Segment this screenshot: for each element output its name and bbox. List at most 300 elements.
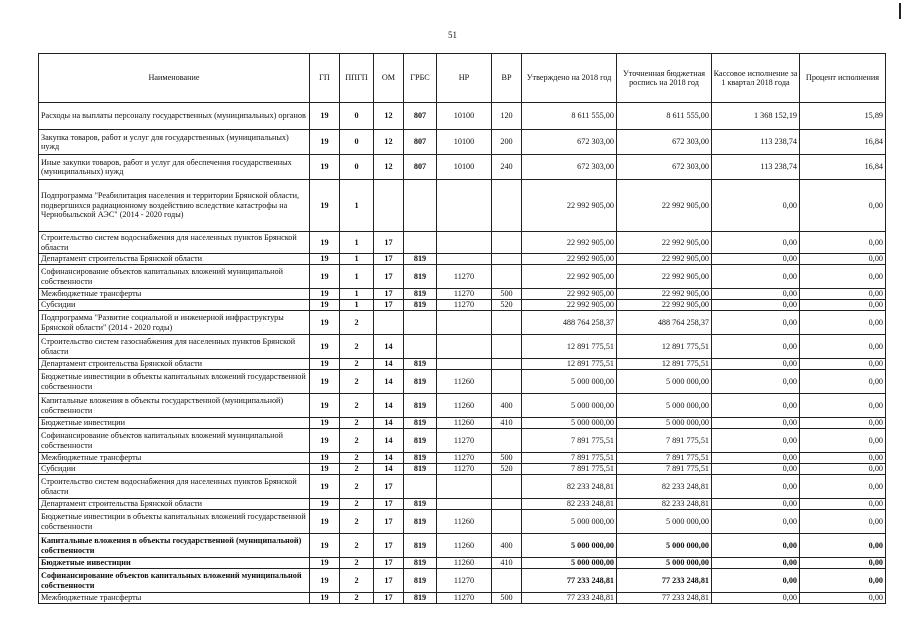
cell-approved: 8 611 555,00 [522, 103, 617, 130]
cell-ppgp: 2 [340, 558, 374, 569]
cell-vr: 400 [492, 394, 522, 418]
cell-approved: 5 000 000,00 [522, 510, 617, 534]
table-row [39, 254, 886, 265]
cell-percent: 0,00 [800, 593, 886, 604]
cell-updated: 672 303,00 [617, 130, 712, 155]
cell-grbs: 819 [404, 558, 437, 569]
cell-grbs: 819 [404, 453, 437, 464]
table-row [39, 232, 886, 254]
cell-om: 14 [374, 418, 404, 429]
page-number: 51 [448, 30, 457, 40]
cell-approved: 488 764 258,37 [522, 311, 617, 335]
cell-updated: 5 000 000,00 [617, 394, 712, 418]
cell-grbs: 819 [404, 593, 437, 604]
cell-om [374, 180, 404, 232]
cell-ppgp: 1 [340, 300, 374, 311]
cell-approved: 672 303,00 [522, 155, 617, 180]
cell-nr [437, 232, 492, 254]
cell-approved: 12 891 775,51 [522, 335, 617, 359]
cell-percent: 0,00 [800, 180, 886, 232]
cell-vr [492, 569, 522, 593]
cell-approved: 672 303,00 [522, 130, 617, 155]
cell-vr [492, 232, 522, 254]
col-header-nr: НР [437, 54, 492, 103]
cell-name: Подпрограмма "Реабилитация населения и территории Брянской области, подвергшихся радиационному воздействию вследствие катастрофы на Чернобыльской АЭС" (2014 - 2020 годы) [39, 180, 310, 232]
cell-gp: 19 [310, 475, 340, 499]
table-row [39, 359, 886, 370]
cell-name: Софинансирование объектов капитальных вложений муниципальной собственности [39, 569, 310, 593]
cell-nr: 11270 [437, 569, 492, 593]
cell-name: Строительство систем газоснабжения для населенных пунктов Брянской области [39, 335, 310, 359]
cell-cash: 0,00 [712, 359, 800, 370]
cell-name: Межбюджетные трансферты [39, 453, 310, 464]
cell-gp: 19 [310, 418, 340, 429]
cell-approved: 7 891 775,51 [522, 464, 617, 475]
cell-vr: 500 [492, 453, 522, 464]
cell-gp: 19 [310, 453, 340, 464]
cell-cash: 113 238,74 [712, 130, 800, 155]
cell-gp: 19 [310, 289, 340, 300]
cell-percent: 0,00 [800, 232, 886, 254]
cell-percent: 0,00 [800, 394, 886, 418]
col-header-cash: Кассовое исполнение за 1 квартал 2018 года [712, 54, 800, 103]
cell-ppgp: 2 [340, 510, 374, 534]
cell-om [374, 311, 404, 335]
scan-edge-mark [899, 3, 901, 19]
table-row [39, 418, 886, 429]
cell-cash: 0,00 [712, 300, 800, 311]
cell-percent: 0,00 [800, 558, 886, 569]
cell-gp: 19 [310, 510, 340, 534]
cell-grbs: 819 [404, 429, 437, 453]
cell-ppgp: 2 [340, 569, 374, 593]
cell-om: 17 [374, 232, 404, 254]
cell-om: 17 [374, 289, 404, 300]
cell-vr: 520 [492, 300, 522, 311]
cell-om: 17 [374, 475, 404, 499]
cell-approved: 22 992 905,00 [522, 180, 617, 232]
cell-gp: 19 [310, 130, 340, 155]
cell-name: Департамент строительства Брянской области [39, 254, 310, 265]
cell-percent: 0,00 [800, 254, 886, 265]
cell-gp: 19 [310, 335, 340, 359]
cell-gp: 19 [310, 155, 340, 180]
cell-ppgp: 2 [340, 593, 374, 604]
cell-grbs: 819 [404, 394, 437, 418]
cell-name: Межбюджетные трансферты [39, 593, 310, 604]
cell-nr [437, 254, 492, 265]
cell-percent: 0,00 [800, 289, 886, 300]
budget-table [38, 53, 886, 604]
col-header-name: Наименование [39, 54, 310, 103]
cell-approved: 82 233 248,81 [522, 475, 617, 499]
cell-om: 17 [374, 499, 404, 510]
cell-grbs: 819 [404, 499, 437, 510]
cell-vr [492, 510, 522, 534]
cell-om: 14 [374, 394, 404, 418]
table-header-row [39, 54, 886, 103]
cell-ppgp: 2 [340, 464, 374, 475]
cell-cash: 0,00 [712, 265, 800, 289]
cell-updated: 7 891 775,51 [617, 429, 712, 453]
cell-gp: 19 [310, 429, 340, 453]
col-header-vr: ВР [492, 54, 522, 103]
cell-ppgp: 0 [340, 130, 374, 155]
cell-approved: 5 000 000,00 [522, 558, 617, 569]
cell-updated: 82 233 248,81 [617, 499, 712, 510]
cell-ppgp: 1 [340, 254, 374, 265]
cell-nr: 11260 [437, 370, 492, 394]
col-header-percent: Процент исполнения [800, 54, 886, 103]
cell-grbs: 819 [404, 289, 437, 300]
cell-name: Бюджетные инвестиции в объекты капитальных вложений государственной собственности [39, 370, 310, 394]
cell-ppgp: 1 [340, 180, 374, 232]
cell-name: Иные закупки товаров, работ и услуг для обеспечения государственных (муниципальных) нужд [39, 155, 310, 180]
cell-nr: 11260 [437, 510, 492, 534]
cell-ppgp: 2 [340, 418, 374, 429]
cell-cash: 0,00 [712, 232, 800, 254]
cell-cash: 0,00 [712, 558, 800, 569]
cell-vr: 120 [492, 103, 522, 130]
cell-ppgp: 2 [340, 475, 374, 499]
cell-om: 17 [374, 593, 404, 604]
cell-gp: 19 [310, 265, 340, 289]
cell-nr: 11270 [437, 429, 492, 453]
cell-vr: 500 [492, 289, 522, 300]
cell-name: Субсидии [39, 300, 310, 311]
cell-nr [437, 311, 492, 335]
cell-cash: 0,00 [712, 453, 800, 464]
col-header-ppgp: ППГП [340, 54, 374, 103]
cell-gp: 19 [310, 359, 340, 370]
cell-nr: 11260 [437, 534, 492, 558]
cell-name: Бюджетные инвестиции [39, 418, 310, 429]
cell-approved: 5 000 000,00 [522, 534, 617, 558]
cell-approved: 7 891 775,51 [522, 429, 617, 453]
table-row [39, 464, 886, 475]
cell-cash: 0,00 [712, 593, 800, 604]
cell-nr: 11270 [437, 300, 492, 311]
cell-gp: 19 [310, 499, 340, 510]
cell-updated: 22 992 905,00 [617, 180, 712, 232]
cell-cash: 0,00 [712, 464, 800, 475]
cell-grbs: 807 [404, 103, 437, 130]
cell-ppgp: 0 [340, 103, 374, 130]
cell-name: Капитальные вложения в объекты государственной (муниципальной) собственности [39, 394, 310, 418]
cell-cash: 0,00 [712, 475, 800, 499]
cell-updated: 77 233 248,81 [617, 593, 712, 604]
table-row [39, 475, 886, 499]
cell-om: 14 [374, 359, 404, 370]
cell-nr: 11260 [437, 418, 492, 429]
cell-om: 14 [374, 335, 404, 359]
cell-vr [492, 265, 522, 289]
cell-nr [437, 335, 492, 359]
cell-grbs: 819 [404, 418, 437, 429]
cell-cash: 0,00 [712, 510, 800, 534]
cell-grbs: 819 [404, 510, 437, 534]
cell-gp: 19 [310, 464, 340, 475]
cell-name: Подпрограмма "Развитие социальной и инженерной инфраструктуры Брянской области" (2014 - 2020 годы) [39, 311, 310, 335]
table-row [39, 429, 886, 453]
cell-om: 17 [374, 254, 404, 265]
cell-vr: 500 [492, 593, 522, 604]
table-row [39, 370, 886, 394]
cell-grbs [404, 311, 437, 335]
cell-om: 12 [374, 155, 404, 180]
cell-om: 14 [374, 453, 404, 464]
cell-om: 12 [374, 130, 404, 155]
cell-updated: 488 764 258,37 [617, 311, 712, 335]
table-row [39, 311, 886, 335]
cell-om: 12 [374, 103, 404, 130]
cell-name: Бюджетные инвестиции в объекты капитальных вложений государственной собственности [39, 510, 310, 534]
cell-gp: 19 [310, 394, 340, 418]
cell-approved: 5 000 000,00 [522, 418, 617, 429]
cell-cash: 0,00 [712, 370, 800, 394]
cell-ppgp: 1 [340, 232, 374, 254]
cell-name: Расходы на выплаты персоналу государственных (муниципальных) органов [39, 103, 310, 130]
cell-grbs: 819 [404, 359, 437, 370]
cell-nr [437, 475, 492, 499]
cell-percent: 0,00 [800, 510, 886, 534]
cell-om: 17 [374, 558, 404, 569]
cell-percent: 0,00 [800, 429, 886, 453]
cell-vr [492, 180, 522, 232]
cell-name: Строительство систем водоснабжения для населенных пунктов Брянской области [39, 232, 310, 254]
cell-grbs: 819 [404, 534, 437, 558]
cell-name: Департамент строительства Брянской области [39, 499, 310, 510]
cell-updated: 12 891 775,51 [617, 335, 712, 359]
cell-vr [492, 475, 522, 499]
cell-ppgp: 2 [340, 453, 374, 464]
cell-om: 17 [374, 534, 404, 558]
table-row [39, 300, 886, 311]
table-row [39, 103, 886, 130]
cell-vr [492, 429, 522, 453]
cell-gp: 19 [310, 558, 340, 569]
cell-grbs: 819 [404, 265, 437, 289]
cell-nr: 11270 [437, 593, 492, 604]
cell-updated: 22 992 905,00 [617, 265, 712, 289]
cell-cash: 0,00 [712, 534, 800, 558]
cell-grbs: 807 [404, 155, 437, 180]
cell-name: Межбюджетные трансферты [39, 289, 310, 300]
cell-approved: 22 992 905,00 [522, 232, 617, 254]
cell-updated: 22 992 905,00 [617, 300, 712, 311]
cell-vr: 200 [492, 130, 522, 155]
cell-cash: 0,00 [712, 394, 800, 418]
cell-percent: 0,00 [800, 499, 886, 510]
cell-approved: 7 891 775,51 [522, 453, 617, 464]
cell-nr [437, 359, 492, 370]
cell-grbs [404, 180, 437, 232]
cell-vr: 240 [492, 155, 522, 180]
cell-nr [437, 499, 492, 510]
cell-vr: 410 [492, 558, 522, 569]
cell-nr: 11270 [437, 464, 492, 475]
col-header-om: ОМ [374, 54, 404, 103]
cell-om: 17 [374, 569, 404, 593]
cell-grbs: 807 [404, 130, 437, 155]
cell-approved: 5 000 000,00 [522, 370, 617, 394]
cell-percent: 16,84 [800, 155, 886, 180]
cell-name: Закупка товаров, работ и услуг для государственных (муниципальных) нужд [39, 130, 310, 155]
cell-om: 17 [374, 300, 404, 311]
cell-nr: 11260 [437, 558, 492, 569]
cell-updated: 5 000 000,00 [617, 418, 712, 429]
cell-gp: 19 [310, 569, 340, 593]
col-header-updated: Уточненная бюджетная роспись на 2018 год [617, 54, 712, 103]
cell-name: Департамент строительства Брянской области [39, 359, 310, 370]
table-row [39, 289, 886, 300]
table-row [39, 180, 886, 232]
cell-om: 14 [374, 429, 404, 453]
cell-percent: 15,89 [800, 103, 886, 130]
cell-percent: 0,00 [800, 534, 886, 558]
cell-ppgp: 2 [340, 394, 374, 418]
cell-gp: 19 [310, 370, 340, 394]
cell-nr: 11270 [437, 453, 492, 464]
cell-approved: 82 233 248,81 [522, 499, 617, 510]
cell-updated: 8 611 555,00 [617, 103, 712, 130]
cell-vr [492, 370, 522, 394]
cell-om: 14 [374, 370, 404, 394]
cell-ppgp: 2 [340, 359, 374, 370]
cell-vr: 410 [492, 418, 522, 429]
cell-name: Софинансирование объектов капитальных вложений муниципальной собственности [39, 265, 310, 289]
cell-nr: 10100 [437, 103, 492, 130]
cell-updated: 7 891 775,51 [617, 464, 712, 475]
table-row [39, 593, 886, 604]
cell-cash: 0,00 [712, 569, 800, 593]
cell-cash: 0,00 [712, 499, 800, 510]
cell-percent: 0,00 [800, 569, 886, 593]
cell-vr [492, 359, 522, 370]
cell-approved: 22 992 905,00 [522, 289, 617, 300]
cell-nr: 11270 [437, 289, 492, 300]
cell-grbs: 819 [404, 569, 437, 593]
cell-grbs: 819 [404, 300, 437, 311]
cell-om: 14 [374, 464, 404, 475]
cell-cash: 0,00 [712, 429, 800, 453]
cell-updated: 12 891 775,51 [617, 359, 712, 370]
table-row [39, 499, 886, 510]
cell-updated: 5 000 000,00 [617, 558, 712, 569]
cell-nr: 10100 [437, 130, 492, 155]
cell-ppgp: 2 [340, 311, 374, 335]
cell-percent: 0,00 [800, 453, 886, 464]
cell-gp: 19 [310, 311, 340, 335]
cell-ppgp: 2 [340, 370, 374, 394]
cell-name: Софинансирование объектов капитальных вложений муниципальной собственности [39, 429, 310, 453]
cell-grbs: 819 [404, 464, 437, 475]
cell-gp: 19 [310, 232, 340, 254]
cell-om: 17 [374, 265, 404, 289]
cell-approved: 5 000 000,00 [522, 394, 617, 418]
col-header-gp: ГП [310, 54, 340, 103]
table-row [39, 335, 886, 359]
cell-updated: 22 992 905,00 [617, 289, 712, 300]
table-row [39, 265, 886, 289]
cell-ppgp: 0 [340, 155, 374, 180]
cell-grbs [404, 475, 437, 499]
cell-percent: 0,00 [800, 464, 886, 475]
cell-vr [492, 335, 522, 359]
cell-cash: 0,00 [712, 289, 800, 300]
cell-ppgp: 1 [340, 265, 374, 289]
cell-ppgp: 2 [340, 429, 374, 453]
table-row [39, 394, 886, 418]
cell-gp: 19 [310, 593, 340, 604]
cell-approved: 77 233 248,81 [522, 569, 617, 593]
cell-gp: 19 [310, 103, 340, 130]
cell-percent: 0,00 [800, 335, 886, 359]
table-row [39, 130, 886, 155]
cell-updated: 22 992 905,00 [617, 232, 712, 254]
cell-cash: 0,00 [712, 418, 800, 429]
cell-cash: 1 368 152,19 [712, 103, 800, 130]
cell-grbs [404, 232, 437, 254]
cell-om: 17 [374, 510, 404, 534]
table-row [39, 569, 886, 593]
cell-name: Капитальные вложения в объекты государственной (муниципальной) собственности [39, 534, 310, 558]
cell-vr [492, 499, 522, 510]
cell-vr: 520 [492, 464, 522, 475]
cell-approved: 77 233 248,81 [522, 593, 617, 604]
table-row [39, 155, 886, 180]
cell-approved: 22 992 905,00 [522, 300, 617, 311]
cell-updated: 77 233 248,81 [617, 569, 712, 593]
cell-cash: 0,00 [712, 335, 800, 359]
cell-approved: 22 992 905,00 [522, 265, 617, 289]
cell-gp: 19 [310, 254, 340, 265]
cell-updated: 5 000 000,00 [617, 534, 712, 558]
cell-gp: 19 [310, 534, 340, 558]
cell-cash: 0,00 [712, 180, 800, 232]
cell-grbs [404, 335, 437, 359]
col-header-approved: Утверждено на 2018 год [522, 54, 617, 103]
cell-grbs: 819 [404, 254, 437, 265]
cell-cash: 113 238,74 [712, 155, 800, 180]
cell-gp: 19 [310, 300, 340, 311]
cell-updated: 5 000 000,00 [617, 370, 712, 394]
cell-percent: 0,00 [800, 475, 886, 499]
cell-vr: 400 [492, 534, 522, 558]
cell-ppgp: 2 [340, 534, 374, 558]
cell-ppgp: 1 [340, 289, 374, 300]
cell-ppgp: 2 [340, 335, 374, 359]
cell-ppgp: 2 [340, 499, 374, 510]
cell-nr: 10100 [437, 155, 492, 180]
cell-updated: 672 303,00 [617, 155, 712, 180]
cell-percent: 0,00 [800, 359, 886, 370]
cell-percent: 16,84 [800, 130, 886, 155]
cell-percent: 0,00 [800, 418, 886, 429]
cell-name: Субсидии [39, 464, 310, 475]
cell-updated: 82 233 248,81 [617, 475, 712, 499]
table-row [39, 510, 886, 534]
cell-vr [492, 311, 522, 335]
cell-updated: 22 992 905,00 [617, 254, 712, 265]
cell-nr: 11270 [437, 265, 492, 289]
cell-nr [437, 180, 492, 232]
cell-updated: 5 000 000,00 [617, 510, 712, 534]
cell-vr [492, 254, 522, 265]
table-row [39, 534, 886, 558]
cell-grbs: 819 [404, 370, 437, 394]
col-header-grbs: ГРБС [404, 54, 437, 103]
